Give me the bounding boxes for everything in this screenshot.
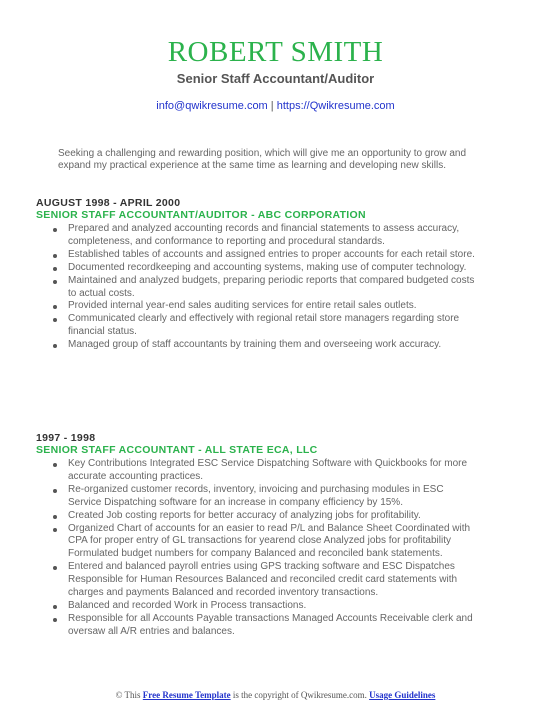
job-entry (36, 197, 516, 352)
footer (0, 690, 551, 700)
list-item: Provided internal year-end sales auditing services for entire retail sales outlets. (68, 300, 478, 313)
list-item: Key Contributions Integrated ESC Service Dispatching Software with Quickbooks for more accurate accounting practices. (68, 458, 478, 484)
list-item: Responsible for all Accounts Payable transactions Managed Accounts Receivable clerk and oversaw all A/R entries and balances. (68, 613, 478, 639)
website-link[interactable]: https://Qwikresume.com (276, 100, 395, 112)
usage-guidelines-link[interactable]: Usage Guidelines (369, 690, 436, 700)
email-link[interactable]: info@qwikresume.com (156, 100, 268, 112)
job-title: SENIOR STAFF ACCOUNTANT/AUDITOR - ABC CORPORATION (36, 209, 366, 221)
summary-text: Seeking a challenging and rewarding position, which will give me an opportunity to grow and expand my practical experience at the same time as learning and developing new skills. (58, 148, 467, 171)
list-item: Communicated clearly and effectively with regional retail store managers regarding store financial status. (68, 313, 478, 339)
list-item: Entered and balanced payroll entries using GPS tracking software and ESC Dispatches Responsible for Human Resources Balanced and reconciled credit card statements with charges and payments Balanced and recorded inventory transactions. (68, 561, 478, 600)
contact-separator: | (270, 100, 274, 112)
list-item: Managed group of staff accountants by training them and overseeing work accuracy. (68, 339, 478, 352)
free-resume-template-link[interactable]: Free Resume Template (142, 690, 231, 700)
job-bullets (36, 458, 516, 639)
job-dates: AUGUST 1998 - APRIL 2000 (36, 197, 181, 209)
job-entry (36, 432, 516, 639)
job-bullets (36, 223, 516, 352)
list-item: Created Job costing reports for better accuracy of analyzing jobs for profitability. (68, 510, 478, 523)
contact-line (0, 100, 551, 112)
candidate-title: Senior Staff Accountant/Auditor (176, 71, 375, 86)
list-item: Organized Chart of accounts for an easier to read P/L and Balance Sheet Coordinated with CPA for proper entry of GL transactions for yearend close Analyzed jobs for profitability Formulated budget numbers for company Balanced and reconciled bank statements. (68, 523, 478, 562)
job-dates: 1997 - 1998 (36, 432, 96, 444)
list-item: Prepared and analyzed accounting records and financial statements to assess accuracy, completeness, and conformance to reporting and procedural standards. (68, 223, 478, 249)
footer-copyright-prefix: © This (115, 690, 141, 700)
candidate-name: ROBERT SMITH (167, 36, 384, 68)
list-item: Re-organized customer records, inventory, invoicing and purchasing modules in ESC Service Dispatching software for an increase in company efficiency by 15%. (68, 484, 478, 510)
footer-copyright-text: is the copyright of Qwikresume.com. (232, 690, 367, 700)
list-item: Documented recordkeeping and accounting systems, making use of computer technology. (68, 262, 478, 275)
list-item: Balanced and recorded Work in Process transactions. (68, 600, 478, 613)
list-item: Maintained and analyzed budgets, preparing periodic reports that compared budgeted costs to actual costs. (68, 275, 478, 301)
job-title: SENIOR STAFF ACCOUNTANT - ALL STATE ECA, LLC (36, 444, 318, 456)
list-item: Established tables of accounts and assigned entries to proper accounts for each retail store. (68, 249, 478, 262)
